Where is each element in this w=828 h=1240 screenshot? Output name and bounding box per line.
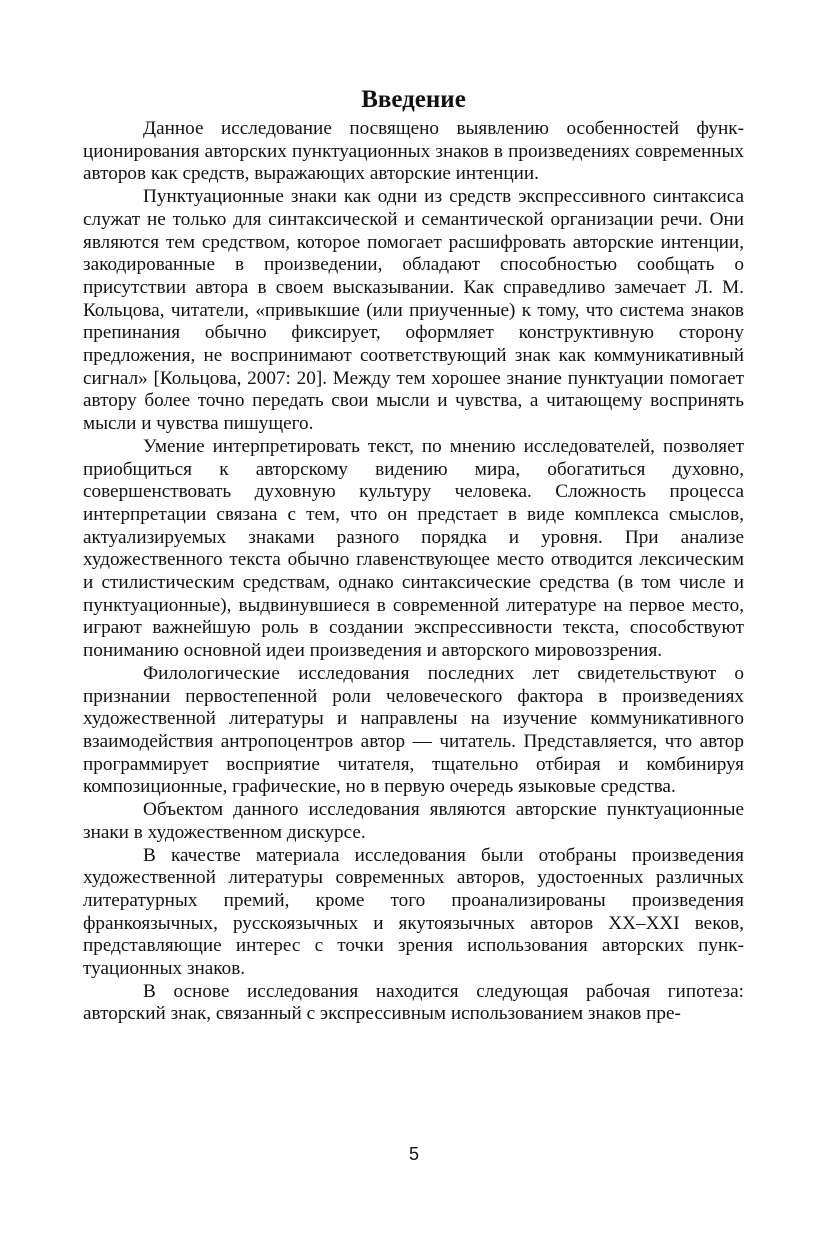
paragraph-2: Пунктуационные знаки как одни из средств экспрессивного синтаксиса служат не только для синтаксической и семантической организации речи. Они являются тем средством, которое помогает расшифровать авторские интенции, закодированные в произведении, обладают способностью сообщать о присутствии автора в своем высказывании. Как справедливо замечает Л. М. Кольцова, читатели, «привыкшие (или приученные) к тому, что система знаков препинания обычно фиксирует, оформляет конструктивную сторону предложения, не воспринимают соответствующий знак как коммуникативный сигнал» [Кольцова, 2007: 20]. Между тем хорошее знание пунктуации помогает автору более точно передать свои мысли и чувства, а читающему воспринять мысли и чувства пишущего. — [83, 186, 744, 435]
paragraph-1: Данное исследование посвящено выявлению особенностей функционирования авторских пунктуационных знаков в произведениях современных авторов как средств, выражающих авторские интенции. — [83, 118, 744, 185]
paragraph-3: Умение интерпретировать текст, по мнению исследователей, позволяет приобщиться к авторскому видению мира, обогатиться духовно, совершенствовать духовную культуру человека. Сложность процесса интерпретации связана с тем, что он предстает в виде комплекса смыслов, актуализируемых знаками разного порядка и уровня. При анализе художественного текста обычно главенствующее место отводится лексическим и стилистическим средствам, однако синтаксические средства (в том числе и пунктуационные), выдвинувшиеся в современной литературе на первое место, играют важнейшую роль в создании экспрессивности текста, способствуют пониманию основной идеи произведения и авторского мировоззрения. — [83, 435, 744, 662]
paragraph-5: Объектом данного исследования являются авторские пунктуационные знаки в художественном дискурсе. — [83, 799, 744, 843]
paragraph-6: В качестве материала исследования были отобраны произведения художественной литературы современных авторов, удостоенных различных литературных премий, кроме того проанализированы произведения франкоязычных, русскоязычных и якутоязычных авторов XX–XXI веков, представляющие интерес с точки зрения использования авторских пунктуационных знаков. — [83, 844, 744, 980]
paragraph-4: Филологические исследования последних лет свидетельствуют о признании первостепенной роли человеческого фактора в произведениях художественной литературы и направлены на изучение коммуникативного взаимодействия антропоцентров автор — читатель. Представляется, что автор программирует восприятие читателя, тщательно отбирая и комбинируя композиционные, графические, но в первую очередь языковые средства. — [83, 662, 744, 798]
page-number: 5 — [408, 1144, 419, 1164]
document-body — [83, 84, 744, 1026]
page-title: Введение — [361, 86, 466, 113]
paragraph-7: В основе исследования находится следующая рабочая гипотеза: авторский знак, связанный с экспрессивным использованием знаков пре- — [83, 980, 744, 1025]
